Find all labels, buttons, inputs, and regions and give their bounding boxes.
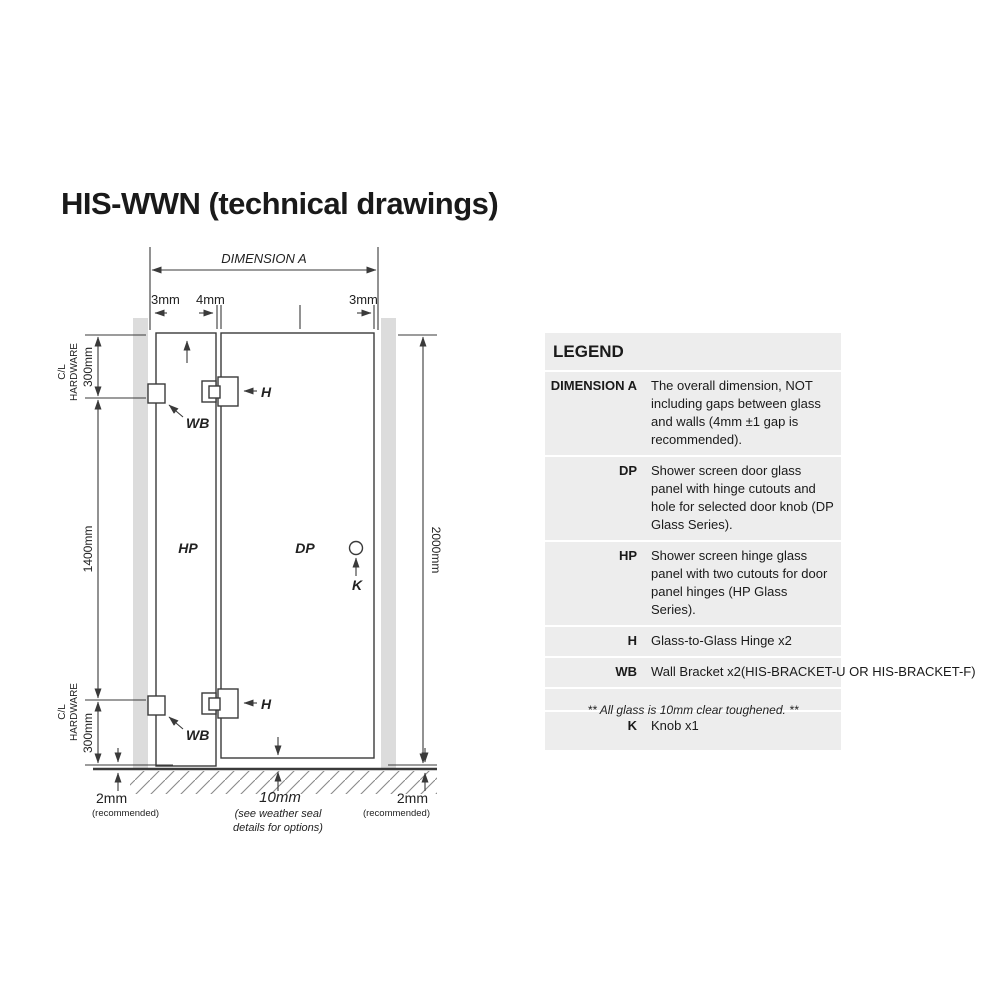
- legend-panel: [545, 333, 976, 750]
- wall-bracket-bottom-label: WB: [186, 727, 210, 743]
- legend-key: K: [627, 718, 637, 733]
- legend-row-dimension-a: [545, 370, 841, 455]
- legend-desc: Wall Bracket x2(HIS-BRACKET-U OR HIS-BRACKET-F): [651, 664, 976, 679]
- seal-note-line1: (see weather seal: [234, 808, 322, 820]
- technical-drawing: [40, 240, 460, 845]
- legend-key: DP: [618, 463, 637, 478]
- left-dimension-chain: [57, 335, 146, 765]
- left-wall: [133, 318, 148, 769]
- seal-note-line2: details for options): [233, 822, 323, 834]
- cl-hardware-top-line1: C/L: [57, 364, 68, 380]
- legend-desc: The overall dimension, NOT including gaps between glass and walls (4mm ±1 gap is recommended).: [651, 378, 821, 447]
- hp-panel-label: HP: [178, 540, 198, 556]
- cl-hardware-bottom-line1: C/L: [57, 704, 68, 720]
- wall-bracket-top-label: WB: [186, 415, 210, 431]
- dimension-a-label: DIMENSION A: [221, 251, 307, 266]
- hinge-top-label: H: [261, 384, 272, 400]
- dim-300-bottom: 300mm: [81, 712, 95, 754]
- legend-row-wb: [545, 656, 976, 687]
- wall-bracket-bottom: [148, 696, 165, 715]
- dimension-a: [150, 247, 378, 330]
- legend-key: HP: [618, 548, 637, 563]
- legend-desc: Shower screen door glass panel with hinge cutouts and hole for selected door knob (DP Glass Series).: [651, 463, 834, 532]
- dp-panel-label: DP: [295, 540, 315, 556]
- glass-footnote: ** All glass is 10mm clear toughened. **: [587, 703, 799, 717]
- right-wall: [381, 318, 396, 769]
- dim-1400: 1400mm: [81, 525, 95, 573]
- legend-row-hp: [545, 540, 841, 625]
- gap-left-label: 3mm: [151, 292, 180, 307]
- legend-key: DIMENSION A: [550, 378, 637, 393]
- knob: [350, 542, 363, 555]
- gap-10mm: 10mm: [259, 789, 301, 806]
- legend-key: H: [627, 633, 637, 648]
- hinge-bottom: [202, 689, 238, 718]
- cl-hardware-bottom-line2: HARDWARE: [69, 683, 80, 741]
- gap-middle-label: 4mm: [196, 292, 225, 307]
- wall-bracket-top: [148, 384, 165, 403]
- legend-desc: Shower screen hinge glass panel with two cutouts for door panel hinges (HP Glass Series).: [651, 548, 828, 617]
- legend-row-h: [545, 625, 841, 656]
- right-dimension-2000: [398, 335, 443, 763]
- shower-screen-diagram: [40, 240, 460, 840]
- gap-2mm-right: 2mm: [396, 790, 428, 806]
- legend-key: WB: [615, 664, 637, 679]
- gap-2mm-left-note: (recommended): [92, 808, 160, 819]
- legend-desc: Glass-to-Glass Hinge x2: [651, 633, 792, 648]
- dim-300-top: 300mm: [81, 346, 95, 388]
- gap-2mm-right-note: (recommended): [362, 808, 430, 819]
- legend-row-dp: [545, 455, 841, 540]
- gap-right-label: 3mm: [349, 292, 378, 307]
- top-gap-dimensions: [151, 292, 378, 329]
- hinge-top: [202, 377, 238, 406]
- page-title: HIS-WWN (technical drawings): [61, 186, 499, 221]
- legend-desc: Knob x1: [651, 718, 699, 733]
- hinge-bottom-label: H: [261, 696, 272, 712]
- gap-2mm-left: 2mm: [96, 790, 128, 806]
- cl-hardware-top-line2: HARDWARE: [69, 343, 80, 401]
- dim-2000: 2000mm: [429, 526, 443, 574]
- legend-header: LEGEND: [553, 342, 624, 361]
- knob-label: K: [352, 577, 363, 593]
